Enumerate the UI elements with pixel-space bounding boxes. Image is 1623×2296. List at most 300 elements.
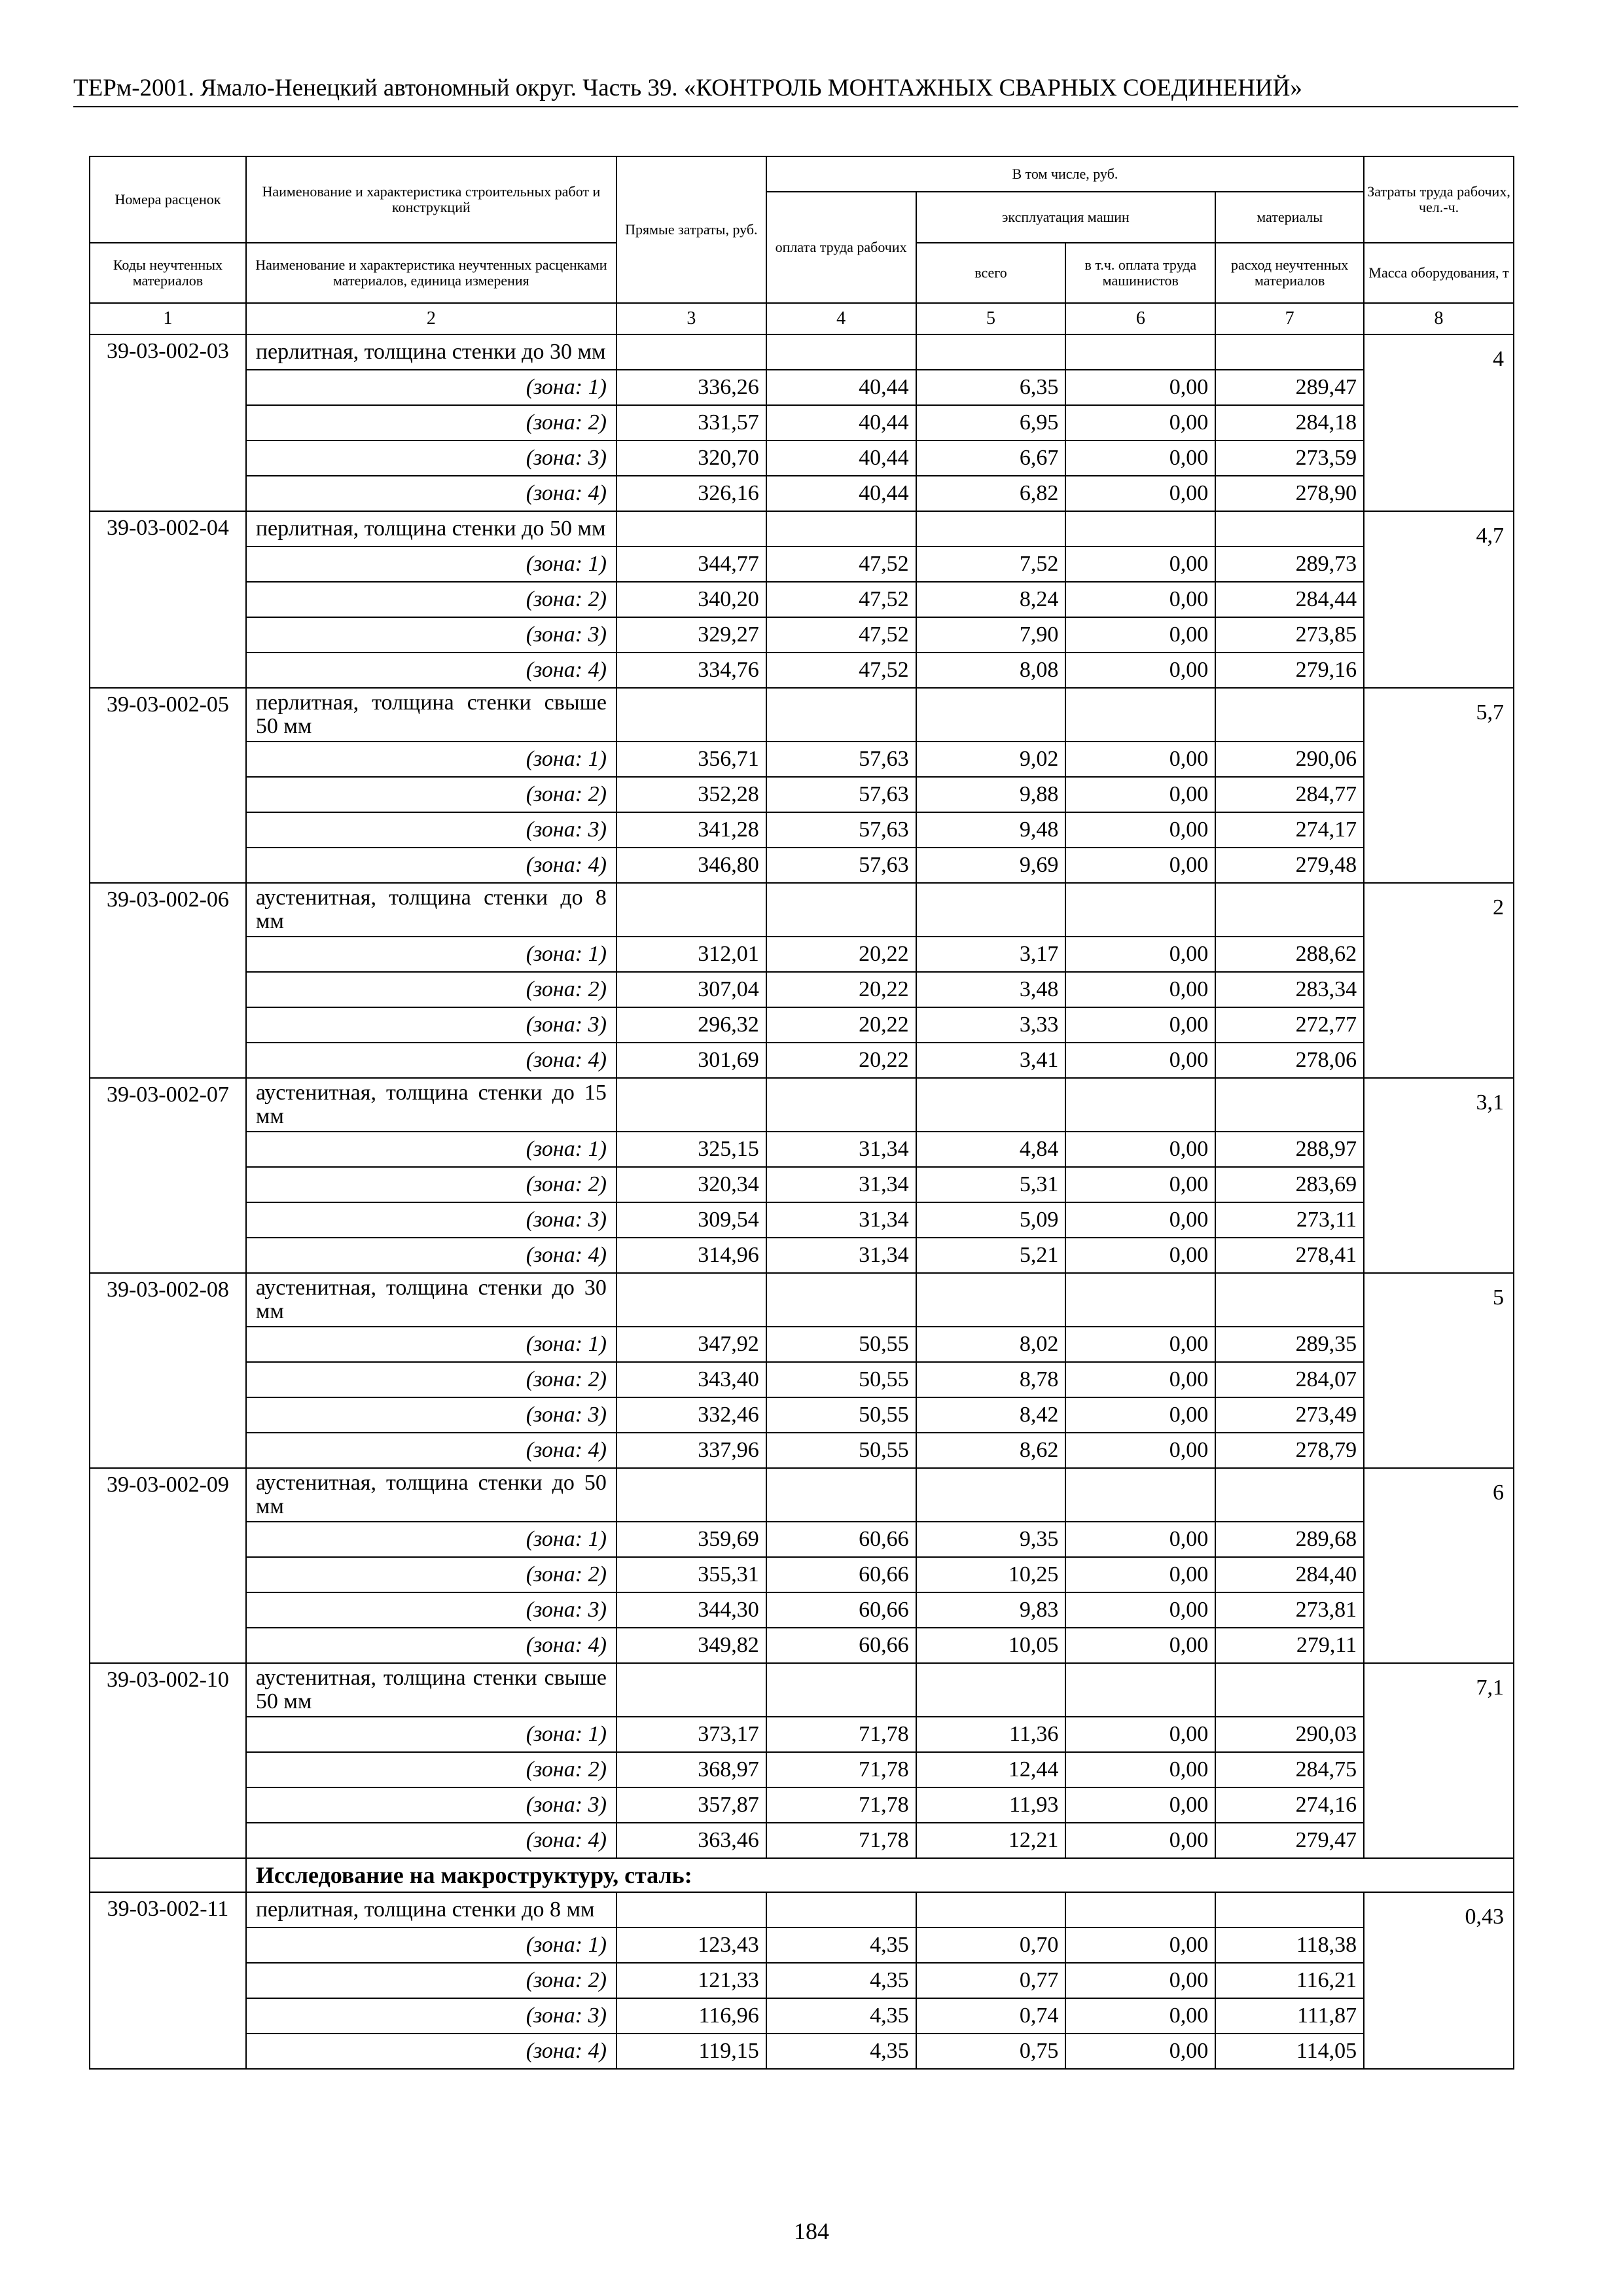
zone-label: (зона: 1) [246,1522,616,1557]
machines-total: 3,17 [916,937,1066,972]
empty-cell [616,883,766,937]
machinist-pay: 0,00 [1065,1362,1215,1397]
worker-pay: 40,44 [766,440,916,476]
machinist-pay: 0,00 [1065,1167,1215,1202]
zone-label: (зона: 1) [246,370,616,405]
machinist-pay: 0,00 [1065,1397,1215,1433]
empty-cell [916,1892,1066,1928]
machines-total: 6,82 [916,476,1066,511]
rate-row [90,1892,1514,1928]
empty-cell [1215,883,1364,937]
labor-cost: 0,43 [1364,1892,1514,2069]
rate-code: 39-03-002-06 [90,883,246,1078]
materials-cost: 284,18 [1215,405,1364,440]
empty-cell [766,883,916,937]
page-number: 184 [794,2218,829,2244]
labor-cost: 3,1 [1364,1078,1514,1273]
materials-cost: 278,90 [1215,476,1364,511]
rate-description: перлитная, толщина стенки до 8 мм [246,1892,616,1928]
materials-cost: 278,06 [1215,1043,1364,1078]
machines-total: 6,35 [916,370,1066,405]
worker-pay: 57,63 [766,812,916,848]
direct-cost: 356,71 [616,742,766,777]
empty-cell [616,1892,766,1928]
materials-cost: 278,79 [1215,1433,1364,1468]
machines-total: 9,83 [916,1592,1066,1628]
col-number: 8 [1364,303,1514,334]
col-number: 3 [616,303,766,334]
empty-cell [1065,1663,1215,1717]
worker-pay: 57,63 [766,742,916,777]
empty-cell [766,1078,916,1132]
machinist-pay: 0,00 [1065,1522,1215,1557]
zone-label: (зона: 3) [246,1202,616,1238]
empty-cell [1215,1273,1364,1327]
zone-row [90,777,1514,812]
labor-cost: 7,1 [1364,1663,1514,1858]
direct-cost: 312,01 [616,937,766,972]
machinist-pay: 0,00 [1065,405,1215,440]
zone-label: (зона: 1) [246,937,616,972]
direct-cost: 116,96 [616,1998,766,2034]
machinist-pay: 0,00 [1065,1327,1215,1362]
zone-label: (зона: 3) [246,812,616,848]
zone-row [90,1557,1514,1592]
machinist-pay: 0,00 [1065,1007,1215,1043]
col-number: 6 [1065,303,1215,334]
empty-cell [916,1078,1066,1132]
empty-cell [916,1273,1066,1327]
empty-cell [1215,511,1364,547]
col3-header: Прямые затраты, руб. [616,156,766,303]
direct-cost: 119,15 [616,2034,766,2069]
worker-pay: 57,63 [766,777,916,812]
worker-pay: 20,22 [766,1007,916,1043]
empty-cell [1065,1468,1215,1522]
direct-cost: 325,15 [616,1132,766,1167]
rate-code: 39-03-002-04 [90,511,246,688]
worker-pay: 50,55 [766,1397,916,1433]
materials-cost: 290,06 [1215,742,1364,777]
worker-pay: 40,44 [766,370,916,405]
empty-cell [1065,1273,1215,1327]
zone-row [90,1327,1514,1362]
empty-cell [766,334,916,370]
zone-row [90,1717,1514,1752]
materials-cost: 284,07 [1215,1362,1364,1397]
rate-code: 39-03-002-11 [90,1892,246,2069]
zone-label: (зона: 2) [246,1963,616,1998]
rate-row [90,1468,1514,1522]
machines-total: 10,05 [916,1628,1066,1663]
rate-row [90,1273,1514,1327]
materials-cost: 272,77 [1215,1007,1364,1043]
machines-total: 7,90 [916,617,1066,653]
worker-pay: 50,55 [766,1362,916,1397]
zone-label: (зона: 2) [246,777,616,812]
worker-pay: 31,34 [766,1132,916,1167]
zone-label: (зона: 4) [246,476,616,511]
machines-total: 12,44 [916,1752,1066,1787]
zone-label: (зона: 1) [246,1928,616,1963]
direct-cost: 329,27 [616,617,766,653]
materials-cost: 289,47 [1215,370,1364,405]
empty-cell [916,334,1066,370]
empty-cell [916,1663,1066,1717]
machinist-pay: 0,00 [1065,547,1215,582]
rate-row [90,334,1514,370]
zone-label: (зона: 3) [246,1397,616,1433]
rate-code: 39-03-002-08 [90,1273,246,1468]
rate-code: 39-03-002-05 [90,688,246,883]
empty-cell [766,511,916,547]
materials-cost: 279,48 [1215,848,1364,883]
labor-cost: 4 [1364,334,1514,511]
zone-label: (зона: 1) [246,742,616,777]
machines-total: 9,35 [916,1522,1066,1557]
materials-cost: 273,85 [1215,617,1364,653]
zone-row [90,2034,1514,2069]
direct-cost: 352,28 [616,777,766,812]
empty-cell [1065,688,1215,742]
zone-row [90,1752,1514,1787]
direct-cost: 346,80 [616,848,766,883]
materials-cost: 273,81 [1215,1592,1364,1628]
machines-total: 10,25 [916,1557,1066,1592]
direct-cost: 320,34 [616,1167,766,1202]
machinist-pay: 0,00 [1065,1963,1215,1998]
machines-total: 6,67 [916,440,1066,476]
worker-pay: 71,78 [766,1823,916,1858]
zone-row [90,1592,1514,1628]
direct-cost: 344,77 [616,547,766,582]
machinist-pay: 0,00 [1065,476,1215,511]
machines-total: 7,52 [916,547,1066,582]
empty-cell [766,1892,916,1928]
direct-cost: 301,69 [616,1043,766,1078]
rate-row [90,511,1514,547]
worker-pay: 57,63 [766,848,916,883]
rate-code: 39-03-002-07 [90,1078,246,1273]
machinist-pay: 0,00 [1065,812,1215,848]
worker-pay: 31,34 [766,1238,916,1273]
direct-cost: 123,43 [616,1928,766,1963]
empty-cell [916,511,1066,547]
col2-bottom-header: Наименование и характеристика неучтенных расценками материалов, единица измерения [246,243,616,303]
zone-row [90,1007,1514,1043]
machines-total: 8,24 [916,582,1066,617]
direct-cost: 332,46 [616,1397,766,1433]
zone-row [90,653,1514,688]
rate-code: 39-03-002-09 [90,1468,246,1663]
materials-cost: 289,68 [1215,1522,1364,1557]
worker-pay: 47,52 [766,617,916,653]
col8-bottom-header: Масса оборудования, т [1364,243,1514,303]
materials-cost: 111,87 [1215,1998,1364,2034]
machinist-pay: 0,00 [1065,1557,1215,1592]
machines-total: 5,21 [916,1238,1066,1273]
empty-cell [766,688,916,742]
materials-cost: 283,69 [1215,1167,1364,1202]
empty-cell [1215,1078,1364,1132]
empty-cell [1215,1663,1364,1717]
machinist-pay: 0,00 [1065,1628,1215,1663]
direct-cost: 320,70 [616,440,766,476]
worker-pay: 60,66 [766,1522,916,1557]
machines-total: 9,88 [916,777,1066,812]
zone-label: (зона: 4) [246,848,616,883]
zone-label: (зона: 4) [246,1238,616,1273]
materials-cost: 116,21 [1215,1963,1364,1998]
materials-cost: 284,77 [1215,777,1364,812]
zone-row [90,1433,1514,1468]
worker-pay: 60,66 [766,1592,916,1628]
table-body [90,334,1514,2069]
worker-pay: 47,52 [766,653,916,688]
empty-cell [1215,1468,1364,1522]
zone-label: (зона: 2) [246,1557,616,1592]
zone-row [90,1202,1514,1238]
materials-cost: 279,16 [1215,653,1364,688]
machinist-pay: 0,00 [1065,1823,1215,1858]
zone-row [90,1628,1514,1663]
machines-total: 0,77 [916,1963,1066,1998]
zone-label: (зона: 2) [246,1362,616,1397]
machinist-pay: 0,00 [1065,582,1215,617]
zone-label: (зона: 3) [246,1007,616,1043]
zone-row [90,547,1514,582]
worker-pay: 71,78 [766,1787,916,1823]
col5-header: всего [916,243,1066,303]
machines-total: 8,02 [916,1327,1066,1362]
zone-row [90,1132,1514,1167]
direct-cost: 373,17 [616,1717,766,1752]
machines-total: 8,78 [916,1362,1066,1397]
materials-cost: 279,11 [1215,1628,1364,1663]
rate-description: перлитная, толщина стенки до 50 мм [246,511,616,547]
machinist-pay: 0,00 [1065,2034,1215,2069]
zone-label: (зона: 2) [246,405,616,440]
rate-code: 39-03-002-03 [90,334,246,511]
zone-row [90,1043,1514,1078]
materials-header: материалы [1215,192,1364,243]
worker-pay: 4,35 [766,1928,916,1963]
col6-header: в т.ч. оплата труда машинистов [1065,243,1215,303]
worker-pay: 50,55 [766,1433,916,1468]
empty-cell [916,883,1066,937]
zone-row [90,1928,1514,1963]
zone-label: (зона: 4) [246,1628,616,1663]
col4-header: оплата труда рабочих [766,192,916,303]
machines-header: эксплуатация машин [916,192,1216,243]
empty-cell [766,1273,916,1327]
zone-label: (зона: 1) [246,547,616,582]
direct-cost: 340,20 [616,582,766,617]
worker-pay: 40,44 [766,405,916,440]
zone-row [90,1238,1514,1273]
labor-cost: 4,7 [1364,511,1514,688]
zone-row [90,1998,1514,2034]
direct-cost: 349,82 [616,1628,766,1663]
empty-cell [616,688,766,742]
zone-row [90,1397,1514,1433]
worker-pay: 71,78 [766,1752,916,1787]
empty-cell [616,1078,766,1132]
direct-cost: 343,40 [616,1362,766,1397]
direct-cost: 307,04 [616,972,766,1007]
worker-pay: 20,22 [766,937,916,972]
machinist-pay: 0,00 [1065,1998,1215,2034]
machinist-pay: 0,00 [1065,1433,1215,1468]
worker-pay: 50,55 [766,1327,916,1362]
machinist-pay: 0,00 [1065,1928,1215,1963]
zone-label: (зона: 4) [246,653,616,688]
materials-cost: 289,73 [1215,547,1364,582]
empty-cell [1065,883,1215,937]
machines-total: 9,48 [916,812,1066,848]
machinist-pay: 0,00 [1065,937,1215,972]
direct-cost: 368,97 [616,1752,766,1787]
direct-cost: 309,54 [616,1202,766,1238]
worker-pay: 31,34 [766,1167,916,1202]
col-number: 1 [90,303,246,334]
worker-pay: 60,66 [766,1557,916,1592]
zone-row [90,742,1514,777]
machinist-pay: 0,00 [1065,617,1215,653]
machinist-pay: 0,00 [1065,1238,1215,1273]
zone-label: (зона: 1) [246,1327,616,1362]
machinist-pay: 0,00 [1065,1752,1215,1787]
machinist-pay: 0,00 [1065,1132,1215,1167]
empty-cell [1065,1078,1215,1132]
worker-pay: 47,52 [766,582,916,617]
rate-description: перлитная, толщина стенки свыше 50 мм [246,688,616,742]
worker-pay: 4,35 [766,1963,916,1998]
rate-row [90,1078,1514,1132]
worker-pay: 60,66 [766,1628,916,1663]
materials-cost: 274,17 [1215,812,1364,848]
materials-cost: 273,49 [1215,1397,1364,1433]
zone-row [90,972,1514,1007]
direct-cost: 357,87 [616,1787,766,1823]
worker-pay: 4,35 [766,2034,916,2069]
col1-top-header: Номера расценок [90,156,246,243]
empty-cell [1065,334,1215,370]
empty-cell [616,1663,766,1717]
machinist-pay: 0,00 [1065,1202,1215,1238]
rate-description: аустенитная, толщина стенки до 15 мм [246,1078,616,1132]
machinist-pay: 0,00 [1065,1043,1215,1078]
zone-row [90,1167,1514,1202]
machines-total: 6,95 [916,405,1066,440]
empty-cell [1065,1892,1215,1928]
rate-description: перлитная, толщина стенки до 30 мм [246,334,616,370]
rate-row [90,1663,1514,1717]
materials-cost: 278,41 [1215,1238,1364,1273]
direct-cost: 355,31 [616,1557,766,1592]
zone-row [90,440,1514,476]
machines-total: 11,93 [916,1787,1066,1823]
zone-row [90,1823,1514,1858]
zone-label: (зона: 2) [246,1167,616,1202]
materials-cost: 273,11 [1215,1202,1364,1238]
zone-row [90,1522,1514,1557]
machinist-pay: 0,00 [1065,370,1215,405]
zone-label: (зона: 3) [246,440,616,476]
empty-cell [1215,1892,1364,1928]
col7-header: расход неучтенных материалов [1215,243,1364,303]
direct-cost: 359,69 [616,1522,766,1557]
col-number: 2 [246,303,616,334]
direct-cost: 347,92 [616,1327,766,1362]
empty-cell [616,511,766,547]
machinist-pay: 0,00 [1065,777,1215,812]
empty-cell [1215,688,1364,742]
rate-description: аустенитная, толщина стенки до 50 мм [246,1468,616,1522]
materials-cost: 118,38 [1215,1928,1364,1963]
zone-row [90,617,1514,653]
machinist-pay: 0,00 [1065,742,1215,777]
machinist-pay: 0,00 [1065,653,1215,688]
zone-row [90,937,1514,972]
machinist-pay: 0,00 [1065,848,1215,883]
worker-pay: 31,34 [766,1202,916,1238]
direct-cost: 344,30 [616,1592,766,1628]
materials-cost: 288,97 [1215,1132,1364,1167]
zone-label: (зона: 3) [246,1998,616,2034]
worker-pay: 47,52 [766,547,916,582]
empty-cell [766,1663,916,1717]
rate-row [90,883,1514,937]
materials-cost: 288,62 [1215,937,1364,972]
empty-cell [1215,334,1364,370]
worker-pay: 20,22 [766,972,916,1007]
machines-total: 0,75 [916,2034,1066,2069]
zone-row [90,476,1514,511]
machinist-pay: 0,00 [1065,1787,1215,1823]
materials-cost: 274,16 [1215,1787,1364,1823]
direct-cost: 337,96 [616,1433,766,1468]
zone-label: (зона: 4) [246,1043,616,1078]
materials-cost: 283,34 [1215,972,1364,1007]
worker-pay: 20,22 [766,1043,916,1078]
materials-cost: 279,47 [1215,1823,1364,1858]
materials-cost: 290,03 [1215,1717,1364,1752]
direct-cost: 326,16 [616,476,766,511]
direct-cost: 121,33 [616,1963,766,1998]
empty-cell [766,1468,916,1522]
zone-label: (зона: 2) [246,972,616,1007]
rate-description: аустенитная, толщина стенки свыше 50 мм [246,1663,616,1717]
materials-cost: 273,59 [1215,440,1364,476]
labor-cost: 5,7 [1364,688,1514,883]
rate-description: аустенитная, толщина стенки до 8 мм [246,883,616,937]
col2-top-header: Наименование и характеристика строительных работ и конструкций [246,156,616,243]
zone-row [90,1787,1514,1823]
materials-cost: 114,05 [1215,2034,1364,2069]
machines-total: 12,21 [916,1823,1066,1858]
machines-total: 8,62 [916,1433,1066,1468]
section-title: Исследование на макроструктуру, сталь: [246,1858,1514,1892]
direct-cost: 363,46 [616,1823,766,1858]
machines-total: 0,70 [916,1928,1066,1963]
direct-cost: 296,32 [616,1007,766,1043]
direct-cost: 341,28 [616,812,766,848]
labor-cost: 6 [1364,1468,1514,1663]
zone-row [90,405,1514,440]
empty-cell [916,1468,1066,1522]
zone-label: (зона: 4) [246,2034,616,2069]
